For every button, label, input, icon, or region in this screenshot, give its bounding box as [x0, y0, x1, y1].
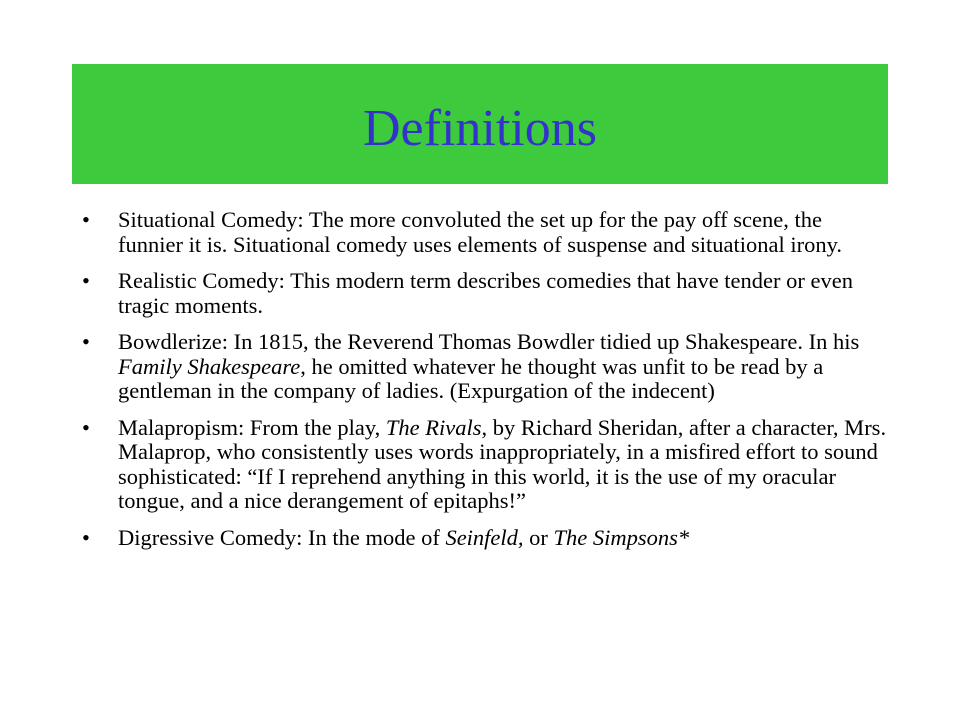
- item-text: Situational Comedy: The more convoluted the set up for the pay off scene, the funnier it is. Situational comedy uses elements of suspense and situational irony.: [118, 207, 843, 257]
- item-text-end: , by Richard Sheridan, after a character, Mrs. Malaprop, who consistently uses words inappropriately, in a misfired effort to sound sophisticated: “If I reprehend anything in this world, it is the use of my oracular tongue, and a nice derangement of epitaphs!”: [118, 414, 887, 513]
- item-italic-title-2: The Simpsons*: [553, 524, 690, 550]
- list-item-bowdlerize: [72, 330, 888, 404]
- title-bar: [72, 64, 888, 184]
- definitions-list: [72, 208, 888, 562]
- item-text-start: Bowdlerize: In 1815, the Reverend Thomas Bowdler tidied up Shakespeare. In his: [118, 329, 860, 354]
- item-text: Realistic Comedy: This modern term describes comedies that have tender or even tragic moments.: [118, 268, 853, 318]
- item-text-start: Digressive Comedy: In the mode of: [118, 524, 446, 550]
- bullet-icon: •: [82, 414, 90, 440]
- item-text-start: Malapropism: From the play,: [118, 414, 386, 440]
- item-text-end: , he omitted whatever he thought was unfit to be read by a gentleman in the company of ladies. (Expurgation of the indecent): [118, 353, 824, 403]
- item-italic-title: The Rivals: [385, 414, 482, 440]
- bullet-icon: •: [82, 207, 90, 232]
- list-item-malapropism: [72, 416, 888, 514]
- list-item-digressive-comedy: [72, 526, 888, 551]
- bullet-icon: •: [82, 329, 90, 354]
- item-italic-title: Seinfeld,: [445, 524, 524, 550]
- bullet-icon: •: [82, 524, 90, 550]
- item-text-middle: or: [523, 524, 554, 550]
- slide-title: Definitions: [363, 99, 597, 157]
- bullet-icon: •: [82, 268, 90, 293]
- item-italic-title: Family Shakespeare: [118, 353, 301, 379]
- list-item-situational-comedy: [72, 208, 888, 257]
- list-item-realistic-comedy: [72, 269, 888, 318]
